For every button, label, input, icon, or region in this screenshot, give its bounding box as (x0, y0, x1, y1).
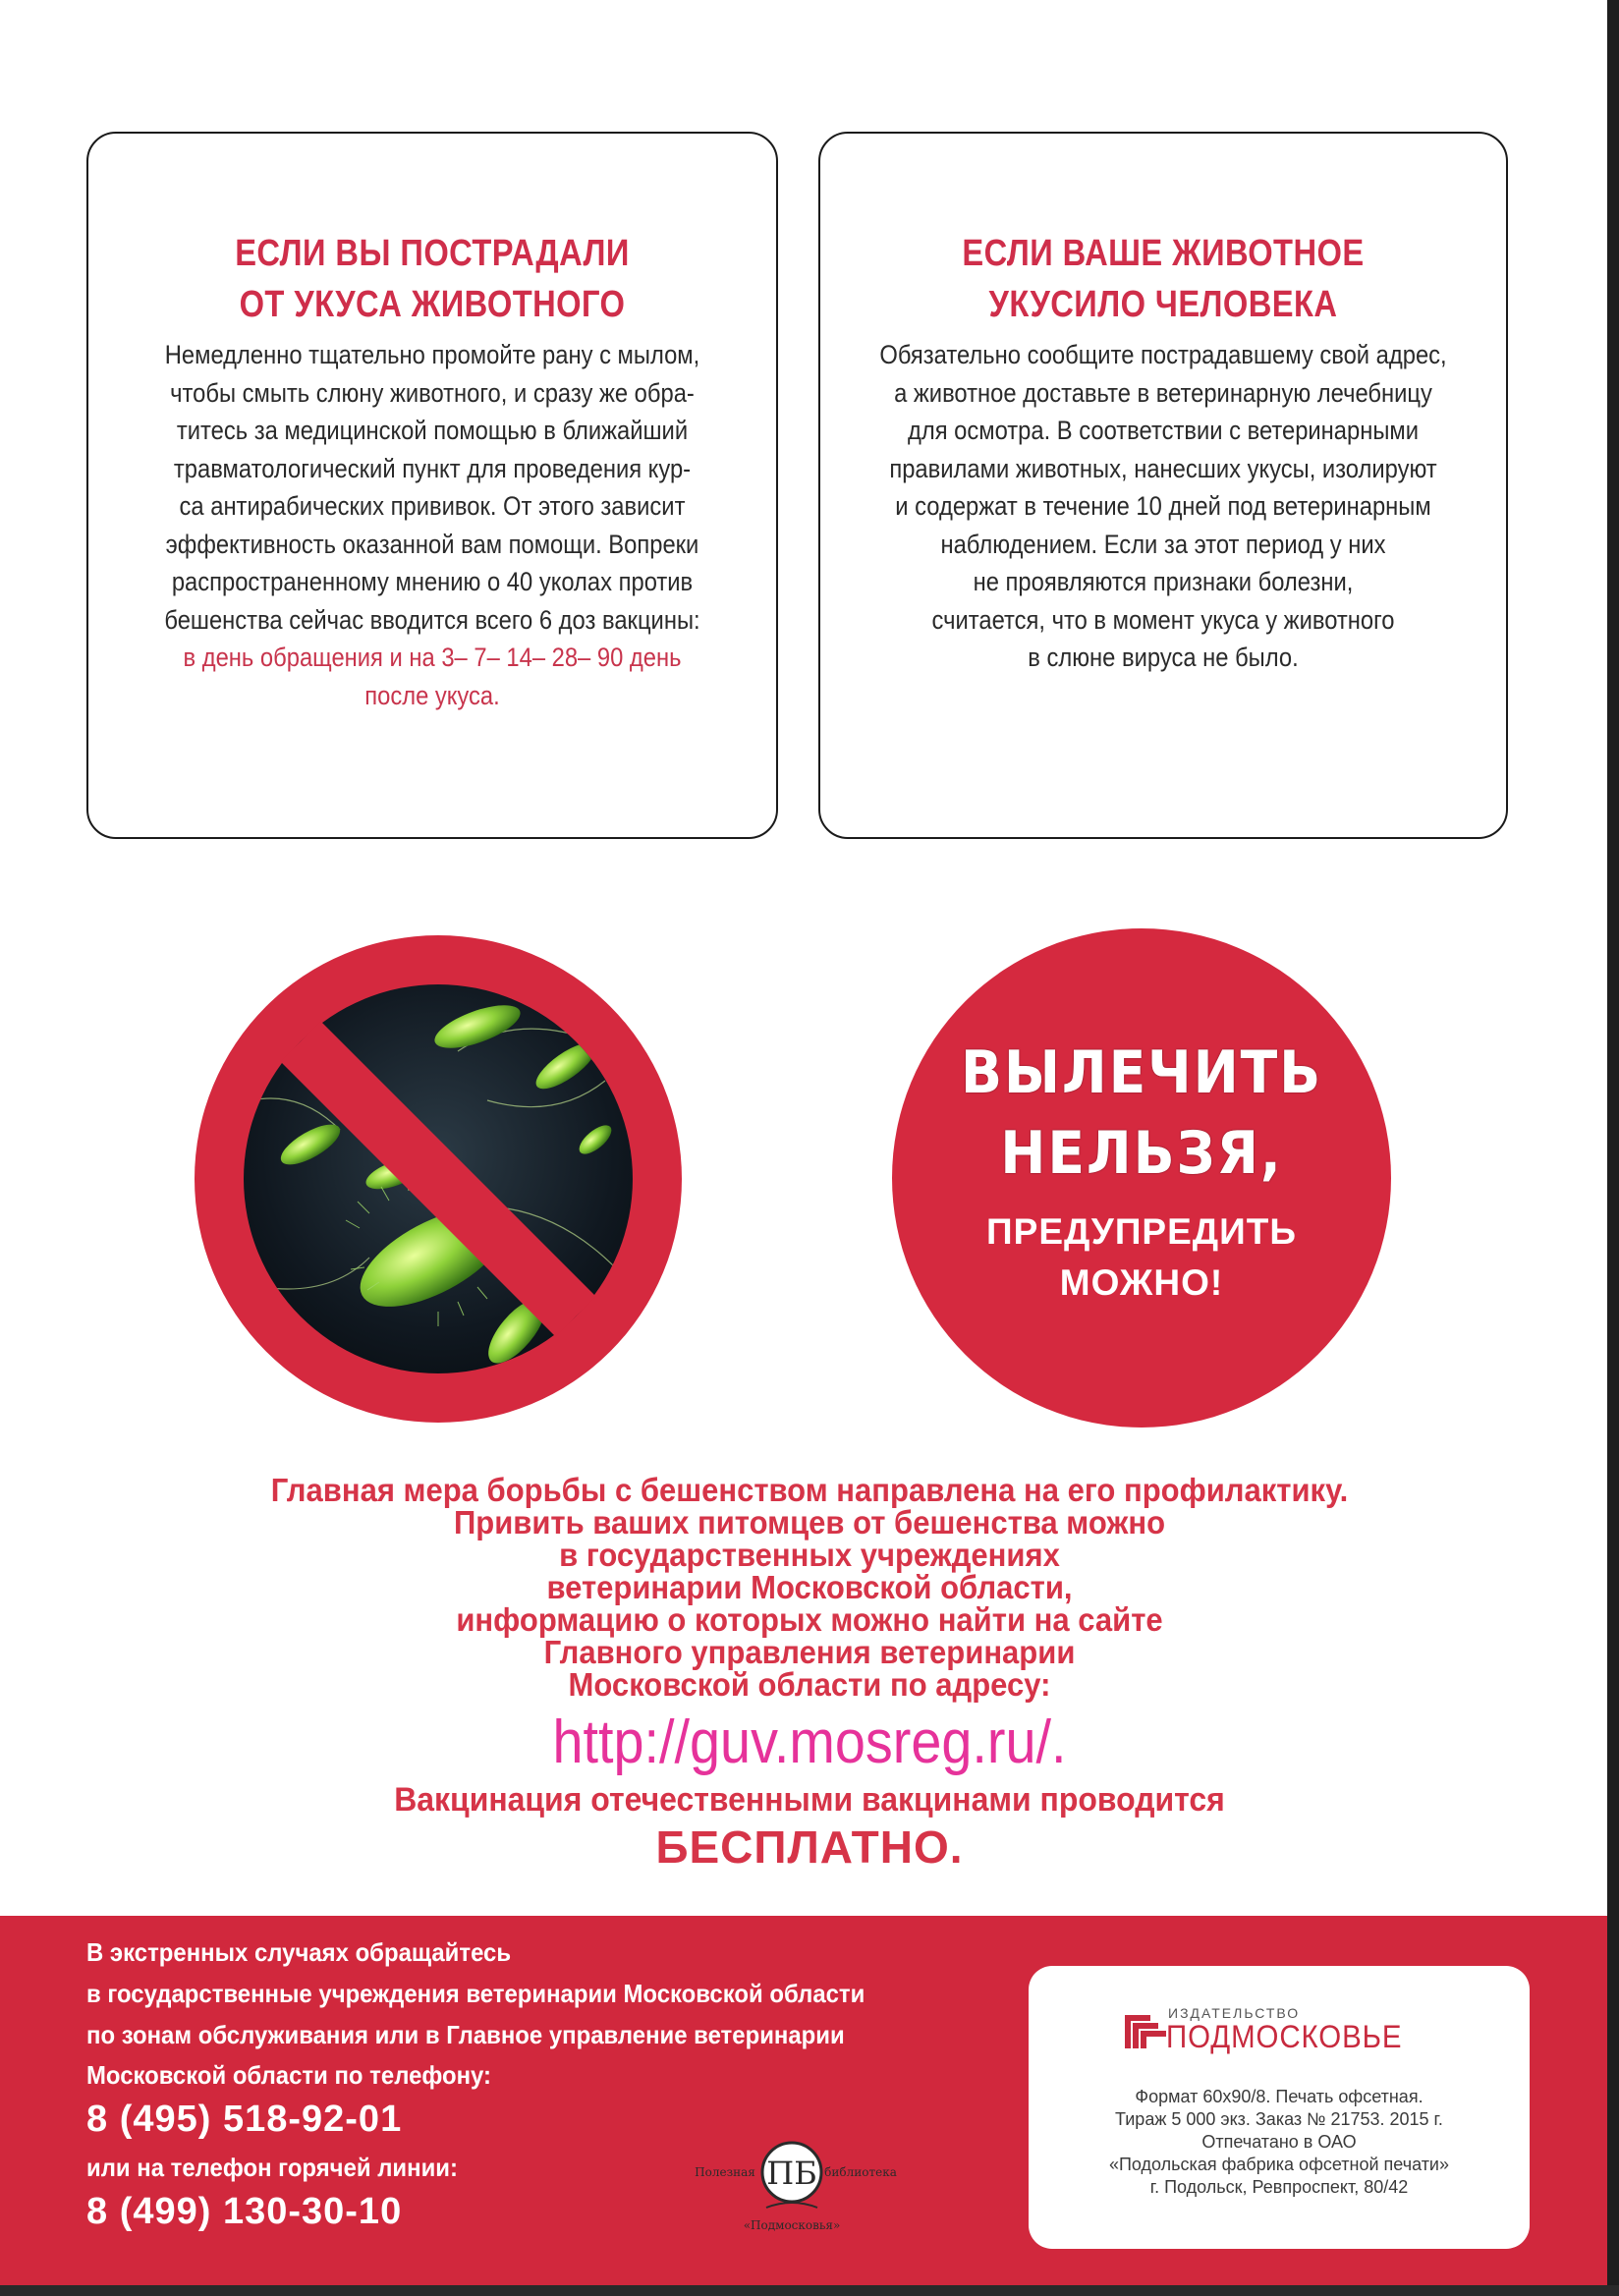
body-line: травматологический пункт для проведения кур- (173, 453, 692, 483)
vaccination-schedule-line: в день обращения и на 3– 7– 14– 28– 90 день (183, 643, 682, 672)
body-line: распространенному мнению о 40 уколах против (171, 567, 694, 596)
website-link[interactable]: http://guv.mosreg.ru/. (552, 1708, 1067, 1776)
print-info-line: Формат 60х90/8. Печать офсетная. (1135, 2087, 1424, 2106)
body-line: титесь за медицинской помощью в ближайший (176, 416, 689, 445)
body-line: бешенства сейчас вводится всего 6 доз вакцины: (164, 604, 700, 635)
body-line: са антирабических прививок. От этого зависит (179, 491, 686, 521)
info-box-animal-bit-person (818, 132, 1508, 839)
phone-number-hotline[interactable]: 8 (499) 130-30-10 (86, 2191, 403, 2232)
info-box-bitten-person (86, 132, 778, 839)
emergency-text-line: В экстренных случаях обращайтесь (86, 1937, 512, 1967)
box-title-line: ЕСЛИ ВАШЕ ЖИВОТНОЕ (962, 233, 1365, 274)
message-line: Московской области по адресу: (568, 1666, 1051, 1703)
box-title-line: ЕСЛИ ВЫ ПОСТРАДАЛИ (235, 233, 630, 274)
message-line: Главная мера борьбы с бешенством направлена на его профилактику. (270, 1472, 1349, 1508)
free-label: БЕСПЛАТНО. (655, 1821, 964, 1873)
box-body (878, 336, 1449, 677)
publisher-small-label: ИЗДАТЕЛЬСТВО (1168, 2005, 1301, 2021)
main-message (118, 1474, 1501, 1876)
emergency-text-line: в государственные учреждения ветеринарии Московской области (86, 1979, 865, 2008)
library-emblem-icon (664, 2127, 920, 2245)
body-line: в слюне вируса не было. (1028, 643, 1299, 672)
body-line: наблюдением. Если за этот период у них (940, 529, 1386, 559)
vaccination-schedule-line: после укуса. (364, 680, 500, 710)
scan-edge-bottom (0, 2285, 1619, 2296)
message-line: Главного управления ветеринарии (543, 1634, 1076, 1670)
publisher-card (1029, 1966, 1530, 2249)
box-title-line: УКУСИЛО ЧЕЛОВЕКА (988, 284, 1338, 325)
phone-number-main[interactable]: 8 (495) 518-92-01 (86, 2099, 403, 2140)
body-line: чтобы смыть слюну животного, и сразу же обра- (170, 377, 695, 408)
vaccination-note: Вакцинация отечественными вакцинами проводится (394, 1781, 1225, 1819)
slogan-line-cannot-cure: ВЫЛЕЧИТЬ (960, 1038, 1323, 1107)
slogan-line-possible: МОЖНО! (1059, 1262, 1224, 1303)
publisher-name: ПОДМОСКОВЬЕ (1166, 2019, 1403, 2054)
body-line: правилами животных, нанесших укусы, изолируют (889, 453, 1437, 483)
slogan-line-prevent: ПРЕДУПРЕДИТЬ (986, 1211, 1297, 1252)
scan-edge-right (1607, 0, 1619, 2296)
box-title (137, 228, 728, 330)
body-line: считается, что в момент укуса у животного (931, 604, 1395, 635)
body-line: Немедленно тщательно промойте рану с мылом, (164, 340, 700, 369)
body-line: не проявляются признаки болезни, (973, 567, 1354, 596)
body-line: а животное доставьте в ветеринарную лечебницу (894, 377, 1432, 408)
emergency-text-line: по зонам обслуживания или в Главное управление ветеринарии (86, 2020, 845, 2049)
message-line: в государственных учреждениях (559, 1537, 1060, 1573)
print-info-line: Тираж 5 000 экз. Заказ № 21753. 2015 г. (1115, 2109, 1443, 2129)
slogan-circle (892, 928, 1391, 1428)
box-body (147, 336, 718, 714)
emblem-right-word: библиотека (824, 2165, 897, 2179)
print-info-line: г. Подольск, Ревпроспект, 80/42 (1149, 2177, 1409, 2197)
message-line: информацию о которых можно найти на сайте (456, 1601, 1163, 1638)
emblem-bottom-word: «Подмосковья» (743, 2218, 841, 2232)
hotline-label: или на телефон горячей линии: (86, 2153, 458, 2182)
print-info-line: Отпечатано в ОАО (1201, 2132, 1357, 2152)
body-line: для осмотра. В соответствии с ветеринарными (907, 416, 1420, 445)
body-line: и содержат в течение 10 дней под ветеринарным (895, 491, 1431, 521)
box-title (868, 228, 1458, 330)
body-line: эффективность оказанной вам помощи. Вопреки (165, 529, 699, 559)
prohibition-sign-icon (193, 933, 684, 1425)
emergency-text-line: Московской области по телефону: (86, 2060, 492, 2090)
slogan-line-impossible: НЕЛЬЗЯ, (1000, 1119, 1283, 1188)
emblem-left-word: Полезная (695, 2165, 755, 2179)
print-info-line: «Подольская фабрика офсетной печати» (1108, 2155, 1450, 2174)
box-title-line: ОТ УКУСА ЖИВОТНОГО (239, 284, 626, 325)
message-line: ветеринарии Московской области, (546, 1569, 1073, 1605)
body-line: Обязательно сообщите пострадавшему свой адрес, (879, 340, 1447, 369)
message-line: Привить ваших питомцев от бешенства можно (453, 1504, 1166, 1540)
print-info (1029, 2086, 1530, 2199)
emblem-initials: ПБ (766, 2155, 817, 2192)
